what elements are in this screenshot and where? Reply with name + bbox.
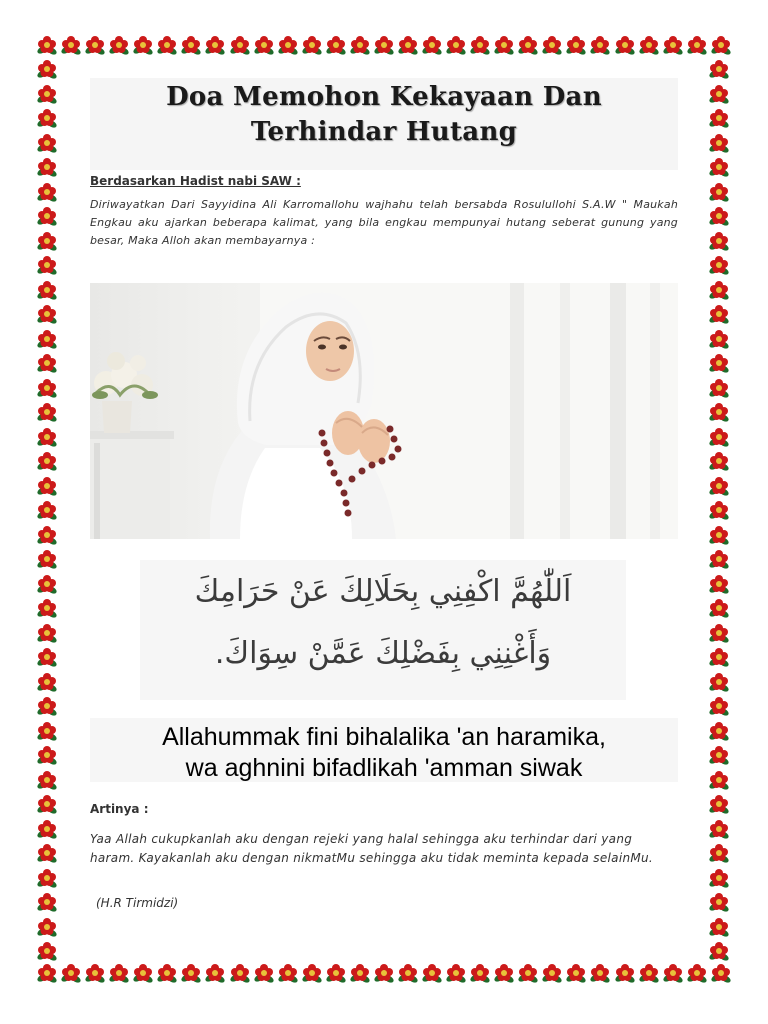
flower-icon bbox=[229, 962, 251, 984]
flower-icon bbox=[36, 842, 58, 864]
flower-icon bbox=[614, 34, 636, 56]
flower-icon bbox=[36, 58, 58, 80]
flower-icon bbox=[708, 132, 730, 154]
flower-icon bbox=[708, 769, 730, 791]
flower-icon bbox=[36, 916, 58, 938]
flower-icon bbox=[204, 34, 226, 56]
flower-icon bbox=[156, 962, 178, 984]
flower-icon bbox=[36, 401, 58, 423]
flower-icon bbox=[36, 720, 58, 742]
flower-icon bbox=[708, 744, 730, 766]
flower-icon bbox=[36, 377, 58, 399]
flower-icon bbox=[469, 962, 491, 984]
title-line-2: Terhindar Hutang bbox=[250, 117, 518, 147]
flower-icon bbox=[708, 450, 730, 472]
flower-icon bbox=[708, 107, 730, 129]
flower-icon bbox=[469, 34, 491, 56]
flower-icon bbox=[708, 328, 730, 350]
flower-icon bbox=[445, 34, 467, 56]
flower-icon bbox=[708, 254, 730, 276]
flower-icon bbox=[349, 34, 371, 56]
flower-icon bbox=[204, 962, 226, 984]
flower-border-bottom bbox=[36, 962, 732, 986]
flower-icon bbox=[349, 962, 371, 984]
flower-icon bbox=[36, 34, 58, 56]
flower-icon bbox=[132, 34, 154, 56]
flower-icon bbox=[36, 891, 58, 913]
flower-icon bbox=[253, 34, 275, 56]
flower-icon bbox=[708, 377, 730, 399]
flower-icon bbox=[108, 34, 130, 56]
flower-icon bbox=[614, 962, 636, 984]
flower-icon bbox=[708, 891, 730, 913]
flower-icon bbox=[36, 254, 58, 276]
flower-icon bbox=[397, 962, 419, 984]
flower-icon bbox=[638, 962, 660, 984]
intro-paragraph: Diriwayatkan Dari Sayyidina Ali Karromallohu wajhahu telah bersabda Rosulullohi S.A.W " Maukah Engkau aku ajarkan beberapa kalimat, yang bila engkau mempunyai hutang seberat gunung yang besar, Maka Alloh akan membayarnya : bbox=[90, 198, 678, 247]
flower-icon bbox=[708, 426, 730, 448]
flower-icon bbox=[36, 573, 58, 595]
flower-icon bbox=[493, 962, 515, 984]
title-line-1: Doa Memohon Kekayaan Dan bbox=[166, 82, 602, 112]
hadith-source: (H.R Tirmidzi) bbox=[96, 896, 179, 910]
flower-icon bbox=[708, 303, 730, 325]
flower-icon bbox=[156, 34, 178, 56]
flower-icon bbox=[710, 962, 732, 984]
flower-icon bbox=[708, 524, 730, 546]
flower-icon bbox=[708, 671, 730, 693]
flower-icon bbox=[708, 401, 730, 423]
flower-icon bbox=[36, 597, 58, 619]
flower-icon bbox=[36, 328, 58, 350]
transliteration-line-1: Allahummak fini bihalalika 'an haramika, bbox=[162, 723, 606, 751]
flower-icon bbox=[36, 524, 58, 546]
flower-icon bbox=[708, 597, 730, 619]
flower-icon bbox=[36, 744, 58, 766]
flower-icon bbox=[36, 475, 58, 497]
flower-icon bbox=[662, 962, 684, 984]
praying-woman-illustration bbox=[90, 283, 678, 539]
flower-icon bbox=[36, 205, 58, 227]
flower-icon bbox=[301, 962, 323, 984]
flower-icon bbox=[60, 34, 82, 56]
flower-icon bbox=[421, 34, 443, 56]
transliteration-panel bbox=[90, 718, 678, 782]
flower-icon bbox=[36, 671, 58, 693]
flower-icon bbox=[180, 962, 202, 984]
praying-woman-photo bbox=[90, 283, 678, 539]
flower-icon bbox=[541, 962, 563, 984]
flower-icon bbox=[36, 156, 58, 178]
flower-icon bbox=[325, 34, 347, 56]
flower-icon bbox=[301, 34, 323, 56]
flower-icon bbox=[36, 940, 58, 962]
flower-icon bbox=[662, 34, 684, 56]
hadith-subheading: Berdasarkan Hadist nabi SAW : bbox=[90, 174, 301, 188]
flower-icon bbox=[36, 132, 58, 154]
flower-icon bbox=[708, 156, 730, 178]
flower-icon bbox=[589, 962, 611, 984]
meaning-paragraph: Yaa Allah cukupkanlah aku dengan rejeki yang halal sehingga aku terhindar dari yang haram. Kayakanlah aku dengan nikmatMu sehingga aku tidak meminta kepada selainMu. bbox=[90, 832, 654, 865]
flower-icon bbox=[325, 962, 347, 984]
flower-icon bbox=[517, 962, 539, 984]
transliteration-text bbox=[90, 722, 678, 784]
flower-icon bbox=[36, 303, 58, 325]
flower-icon bbox=[565, 962, 587, 984]
flower-icon bbox=[708, 916, 730, 938]
flower-icon bbox=[60, 962, 82, 984]
flower-icon bbox=[36, 450, 58, 472]
flower-icon bbox=[36, 83, 58, 105]
flower-icon bbox=[708, 646, 730, 668]
flower-icon bbox=[708, 181, 730, 203]
meaning-label: Artinya : bbox=[90, 802, 149, 816]
flower-icon bbox=[36, 818, 58, 840]
flower-icon bbox=[36, 867, 58, 889]
flower-icon bbox=[565, 34, 587, 56]
flower-icon bbox=[373, 962, 395, 984]
flower-icon bbox=[397, 34, 419, 56]
flower-icon bbox=[108, 962, 130, 984]
flower-icon bbox=[541, 34, 563, 56]
flower-icon bbox=[708, 499, 730, 521]
flower-icon bbox=[36, 646, 58, 668]
flower-icon bbox=[36, 962, 58, 984]
flower-border-right bbox=[708, 58, 732, 962]
flower-icon bbox=[708, 842, 730, 864]
flower-icon bbox=[493, 34, 515, 56]
flower-icon bbox=[36, 769, 58, 791]
flower-icon bbox=[708, 83, 730, 105]
flower-icon bbox=[36, 107, 58, 129]
transliteration-line-2: wa aghnini bifadlikah 'amman siwak bbox=[185, 754, 583, 782]
flower-icon bbox=[36, 793, 58, 815]
arabic-line-2: وَأَغْنِنِي بِفَضْلِكَ عَمَّنْ سِوَاكَ. bbox=[214, 636, 552, 671]
flower-icon bbox=[36, 548, 58, 570]
flower-icon bbox=[84, 962, 106, 984]
flower-icon bbox=[708, 352, 730, 374]
flower-icon bbox=[373, 34, 395, 56]
flower-icon bbox=[589, 34, 611, 56]
flower-icon bbox=[132, 962, 154, 984]
flower-icon bbox=[708, 573, 730, 595]
flower-icon bbox=[708, 205, 730, 227]
flower-icon bbox=[229, 34, 251, 56]
flower-icon bbox=[36, 499, 58, 521]
flower-icon bbox=[708, 793, 730, 815]
flower-border-left bbox=[36, 58, 60, 962]
flower-icon bbox=[277, 962, 299, 984]
flower-icon bbox=[708, 818, 730, 840]
flower-icon bbox=[710, 34, 732, 56]
flower-icon bbox=[708, 279, 730, 301]
flower-icon bbox=[708, 230, 730, 252]
page-title bbox=[90, 80, 678, 150]
flower-icon bbox=[708, 58, 730, 80]
flower-icon bbox=[686, 962, 708, 984]
flower-icon bbox=[36, 352, 58, 374]
title-box bbox=[90, 78, 678, 170]
flower-icon bbox=[638, 34, 660, 56]
flower-icon bbox=[708, 720, 730, 742]
flower-icon bbox=[686, 34, 708, 56]
arabic-line-1: اَللّٰهُمَّ اكْفِنِي بِحَلَالِكَ عَنْ حَرَامِكَ bbox=[194, 574, 572, 609]
flower-icon bbox=[180, 34, 202, 56]
flower-icon bbox=[708, 548, 730, 570]
flower-icon bbox=[708, 622, 730, 644]
flower-icon bbox=[36, 279, 58, 301]
flower-icon bbox=[84, 34, 106, 56]
flower-icon bbox=[36, 622, 58, 644]
flower-icon bbox=[36, 230, 58, 252]
flower-border-top bbox=[36, 34, 732, 58]
flower-icon bbox=[708, 867, 730, 889]
flower-icon bbox=[708, 940, 730, 962]
flower-icon bbox=[445, 962, 467, 984]
flower-icon bbox=[708, 475, 730, 497]
flower-icon bbox=[36, 695, 58, 717]
flower-icon bbox=[708, 695, 730, 717]
flower-icon bbox=[36, 426, 58, 448]
arabic-prayer-panel bbox=[140, 560, 626, 700]
flower-icon bbox=[517, 34, 539, 56]
flower-icon bbox=[36, 181, 58, 203]
flower-icon bbox=[421, 962, 443, 984]
flower-icon bbox=[253, 962, 275, 984]
flower-icon bbox=[277, 34, 299, 56]
